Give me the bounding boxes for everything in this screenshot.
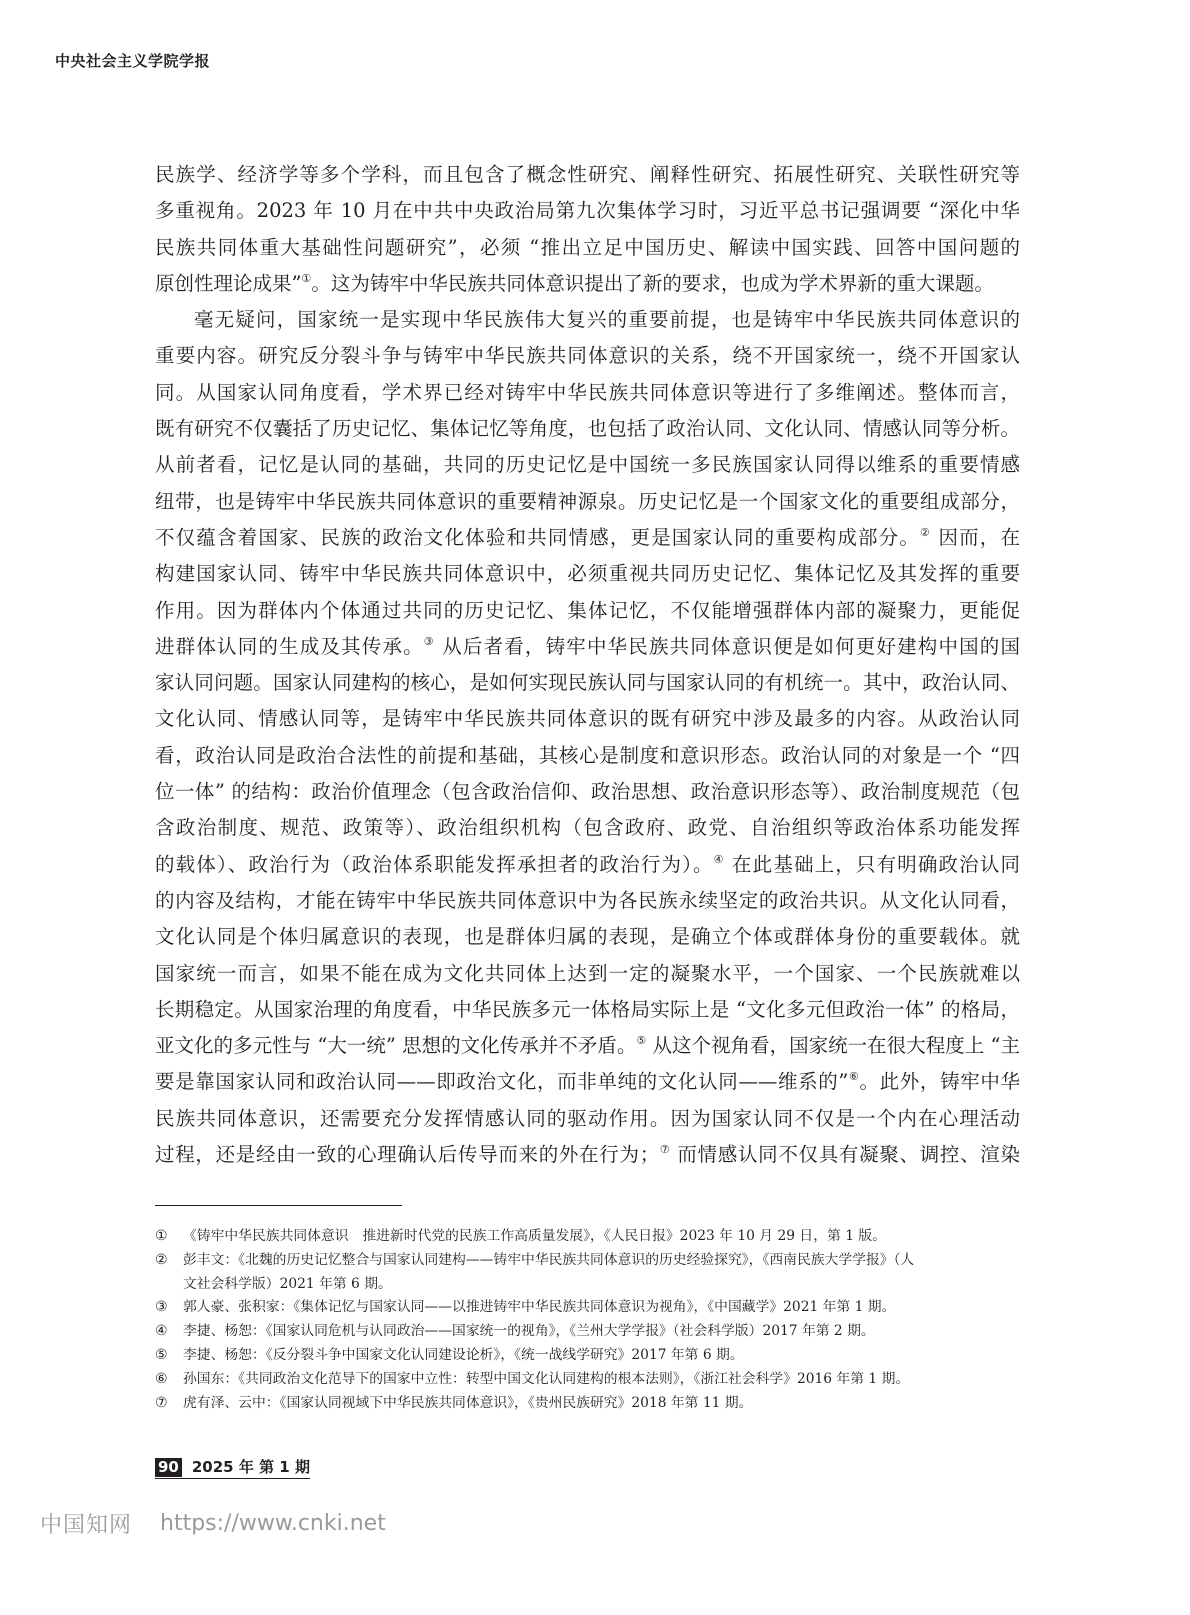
footnote-text: 李捷、杨恕：《国家认同危机与认同政治——国家统一的视角》，《兰州大学学报》（社会科学版）2017 年第 2 期。 bbox=[183, 1323, 875, 1340]
body-line bbox=[155, 847, 1020, 883]
page-number: 90 bbox=[155, 1458, 182, 1477]
footnote-number: ① bbox=[155, 1228, 168, 1244]
footnote-marker[interactable]: ⑥ bbox=[848, 1070, 860, 1084]
body-line bbox=[155, 992, 1020, 1028]
footnote-number: ② bbox=[155, 1251, 168, 1268]
footnote-divider bbox=[155, 1205, 402, 1206]
body-line-text: 既有研究不仅囊括了历史记忆、集体记忆等角度，也包括了政治认同、文化认同、情感认同等分析。 bbox=[155, 417, 1020, 441]
cnki-brand: 中国知网 bbox=[40, 1513, 133, 1538]
footnote-text: 彭丰文：《北魏的历史记忆整合与国家认同建构——铸牢中华民族共同体意识的历史经验探究》，《西南民族大学学报》（人 bbox=[183, 1251, 915, 1268]
body-line bbox=[155, 447, 1020, 483]
body-line bbox=[155, 157, 1020, 193]
footnote-text: 孙国东：《共同政治文化范导下的国家中立性：转型中国文化认同建构的根本法则》，《浙江社会科学》2016 年第 1 期。 bbox=[183, 1370, 910, 1387]
body-line-text: 看，政治认同是政治合法性的前提和基础，其核心是制度和意识形态。政治认同的对象是一个 “四 bbox=[155, 743, 1020, 767]
footnote-marker[interactable]: ② bbox=[920, 525, 932, 539]
footnote-item bbox=[155, 1320, 1020, 1344]
body-line-text: 多重视角。2023 年 10 月在中共中央政治局第九次集体学习时，习近平总书记强调要 “深化中华 bbox=[155, 199, 1020, 223]
body-line-text: 从前者看，记忆是认同的基础，共同的历史记忆是中国统一多民族国家认同得以维系的重要情感 bbox=[155, 453, 1020, 477]
body-line-text-after: 从这个视角看，国家统一在很大程度上 “主 bbox=[646, 1034, 1020, 1058]
body-line bbox=[155, 338, 1020, 374]
page-footer bbox=[155, 1458, 310, 1479]
footnote-item bbox=[155, 1392, 1020, 1416]
issue-label: 2025 年 第 1 期 bbox=[191, 1458, 310, 1476]
cnki-watermark bbox=[40, 1508, 386, 1539]
body-line bbox=[155, 593, 1020, 629]
body-line-text: 的内容及结构，才能在铸牢中华民族共同体意识中为各民族永续坚定的政治共识。从文化认同看， bbox=[155, 888, 1020, 912]
body-line bbox=[155, 629, 1020, 665]
body-line-text-after: 从后者看，铸牢中华民族共同体意识便是如何更好建构中国的国 bbox=[434, 634, 1020, 658]
body-line bbox=[155, 266, 1020, 302]
body-line bbox=[155, 1137, 1020, 1173]
footnote-marker[interactable]: ③ bbox=[423, 634, 435, 648]
journal-title: 中央社会主义学院学报 bbox=[55, 52, 211, 70]
footnote-item bbox=[155, 1225, 1020, 1249]
body-line-text: 重要内容。研究反分裂斗争与铸牢中华民族共同体意识的关系，绕不开国家统一，绕不开国家认 bbox=[155, 344, 1020, 368]
body-line bbox=[155, 484, 1020, 520]
footnote-item bbox=[155, 1296, 1020, 1320]
body-line-text: 毫无疑问，国家统一是实现中华民族伟大复兴的重要前提，也是铸牢中华民族共同体意识的 bbox=[194, 308, 1020, 332]
body-line-text: 过程，还是经由一致的心理确认后传导而来的外在行为； bbox=[155, 1143, 660, 1167]
body-line-text: 同。从国家认同角度看，学术界已经对铸牢中华民族共同体意识等进行了多维阐述。整体而言， bbox=[155, 380, 1020, 404]
body-line-text-after: 。此外，铸牢中华 bbox=[859, 1070, 1020, 1094]
body-line-text: 的载体）、政治行为（政治体系职能发挥承担者的政治行为）。 bbox=[155, 852, 714, 876]
body-line bbox=[155, 193, 1020, 229]
body-line bbox=[155, 230, 1020, 266]
body-line-text: 民族学、经济学等多个学科，而且包含了概念性研究、阐释性研究、拓展性研究、关联性研究等 bbox=[155, 163, 1020, 186]
footnote-number: ⑥ bbox=[155, 1370, 168, 1387]
body-line bbox=[155, 556, 1020, 592]
body-line-text: 民族共同体意识，还需要充分发挥情感认同的驱动作用。因为国家认同不仅是一个内在心理活动 bbox=[155, 1106, 1020, 1130]
footnote-marker[interactable]: ④ bbox=[713, 852, 725, 866]
body-line bbox=[155, 665, 1020, 701]
body-line-text: 进群体认同的生成及其传承。 bbox=[155, 634, 424, 658]
body-line bbox=[155, 302, 1020, 338]
body-line bbox=[155, 956, 1020, 992]
body-line-text: 位一体” 的结构：政治价值理念（包含政治信仰、政治思想、政治意识形态等）、政治制度规范（包 bbox=[155, 780, 1020, 804]
body-line bbox=[155, 810, 1020, 846]
body-line-text-after: 。这为铸牢中华民族共同体意识提出了新的要求，也成为学术界新的重大课题。 bbox=[311, 271, 994, 295]
footnote-item bbox=[155, 1368, 1020, 1392]
body-line bbox=[155, 520, 1020, 556]
footnote-text: 李捷、杨恕：《反分裂斗争中国家文化认同建设论析》，《统一战线学研究》2017 年第 6 期。 bbox=[183, 1346, 744, 1363]
body-line bbox=[155, 774, 1020, 810]
body-line bbox=[155, 375, 1020, 411]
footnotes bbox=[155, 1225, 1020, 1415]
cnki-url[interactable]: https://www.cnki.net bbox=[160, 1511, 386, 1536]
footnote-text: 郭人豪、张积家：《集体记忆与国家认同——以推进铸牢中华民族共同体意识为视角》，《中国藏学》2021 年第 1 期。 bbox=[183, 1299, 896, 1316]
body-line-text-after: 因而，在 bbox=[931, 525, 1020, 549]
footnote-number: ⑦ bbox=[155, 1394, 168, 1411]
body-line-text: 亚文化的多元性与 “大一统” 思想的文化传承并不矛盾。 bbox=[155, 1034, 637, 1058]
body-line-text-after: 而情感认同不仅具有凝聚、调控、渲染 bbox=[670, 1143, 1020, 1167]
body-line-text: 含政治制度、规范、政策等）、政治组织机构（包含政府、政党、自治组织等政治体系功能发挥 bbox=[155, 816, 1020, 840]
body-line bbox=[155, 1028, 1020, 1064]
footnote-item bbox=[155, 1249, 1020, 1273]
footnote-marker[interactable]: ⑤ bbox=[636, 1034, 647, 1048]
body-line-text: 作用。因为群体内个体通过共同的历史记忆、集体记忆，不仅能增强群体内部的凝聚力，更能促 bbox=[155, 598, 1020, 622]
footnote-text: 文社会科学版）2021 年第 6 期。 bbox=[183, 1275, 392, 1292]
footnote-number: ⑤ bbox=[155, 1346, 168, 1363]
body-line-text: 不仅蕴含着国家、民族的政治文化体验和共同情感，更是国家认同的重要构成部分。 bbox=[155, 525, 921, 549]
body-line bbox=[155, 919, 1020, 955]
body-line bbox=[155, 411, 1020, 447]
footnote-text: 虎有泽、云中：《国家认同视域下中华民族共同体意识》，《贵州民族研究》2018 年第 11 期。 bbox=[183, 1394, 753, 1411]
footnote-item bbox=[155, 1344, 1020, 1368]
body-line-text: 国家统一而言，如果不能在成为文化共同体上达到一定的凝聚水平，一个国家、一个民族就难以 bbox=[155, 961, 1020, 985]
body-line-text: 构建国家认同、铸牢中华民族共同体意识中，必须重视共同历史记忆、集体记忆及其发挥的重要 bbox=[155, 562, 1020, 586]
footnote-number: ③ bbox=[155, 1299, 168, 1316]
body-line bbox=[155, 1064, 1020, 1100]
body-line bbox=[155, 738, 1020, 774]
footnote-text: 《铸牢中华民族共同体意识 推进新时代党的民族工作高质量发展》，《人民日报》2023 年 10 月 29 日，第 1 版。 bbox=[183, 1228, 886, 1244]
body-line-text: 长期稳定。从国家治理的角度看，中华民族多元一体格局实际上是 “文化多元但政治一体” 的格局， bbox=[155, 997, 1020, 1021]
body-line-text: 文化认同是个体归属意识的表现，也是群体归属的表现，是确立个体或群体身份的重要载体。就 bbox=[155, 925, 1020, 949]
body-line-text: 要是靠国家认同和政治认同——即政治文化，而非单纯的文化认同——维系的” bbox=[155, 1070, 849, 1094]
body-line-text: 家认同问题。国家认同建构的核心，是如何实现民族认同与国家认同的有机统一。其中，政治认同、 bbox=[155, 671, 1020, 695]
footnote-number: ④ bbox=[155, 1323, 168, 1340]
footnote-item bbox=[155, 1273, 1020, 1297]
body-line-text: 纽带，也是铸牢中华民族共同体意识的重要精神源泉。历史记忆是一个国家文化的重要组成部分， bbox=[155, 489, 1020, 513]
body-line-text-after: 在此基础上，只有明确政治认同 bbox=[724, 852, 1020, 876]
body-line bbox=[155, 701, 1020, 737]
body-line bbox=[155, 1101, 1020, 1137]
article-body bbox=[155, 157, 1020, 1173]
body-line bbox=[155, 883, 1020, 919]
footnote-marker[interactable]: ① bbox=[301, 271, 312, 285]
body-line-text: 文化认同、情感认同等，是铸牢中华民族共同体意识的既有研究中涉及最多的内容。从政治认同 bbox=[155, 707, 1020, 731]
body-line-text: 原创性理论成果” bbox=[155, 271, 302, 295]
footnote-marker[interactable]: ⑦ bbox=[659, 1143, 671, 1157]
body-line-text: 民族共同体重大基础性问题研究”，必须 “推出立足中国历史、解读中国实践、回答中国问题的 bbox=[155, 235, 1020, 259]
